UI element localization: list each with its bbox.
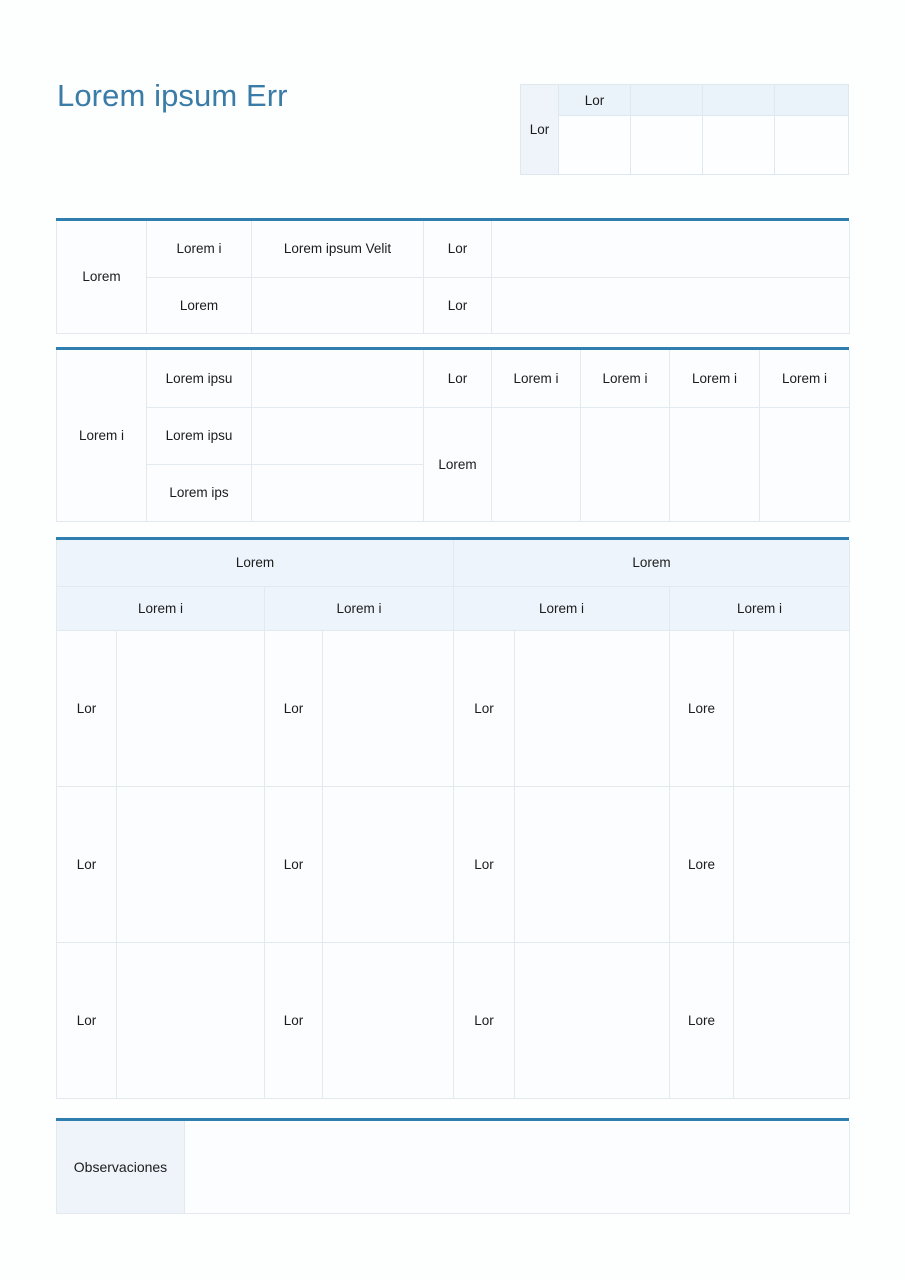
document-header <box>0 0 905 200</box>
block4-row1-label-4: Lore <box>670 630 734 786</box>
block4-row2-value-1[interactable] <box>117 786 265 942</box>
block4-row1-label-3: Lor <box>454 630 515 786</box>
observaciones-label: Observaciones <box>57 1121 185 1213</box>
block4-top-header-1: Lorem <box>57 540 454 586</box>
block2-row-1 <box>57 221 850 277</box>
section-block-4 <box>56 537 849 1099</box>
block3-column-cell-3[interactable] <box>670 407 760 521</box>
mini-table-body-cell-4[interactable] <box>775 116 849 175</box>
block4-top-header-row <box>57 540 850 586</box>
mini-table-header-cell-4 <box>775 85 849 116</box>
section-block-3 <box>56 347 849 522</box>
block4-sub-header-2: Lorem i <box>265 586 454 630</box>
block4-row3-label-4: Lore <box>670 942 734 1098</box>
block4-row1-value-4[interactable] <box>734 630 850 786</box>
mini-table-body-cell-2[interactable] <box>631 116 703 175</box>
block4-sub-header-4: Lorem i <box>670 586 850 630</box>
block4-row3-value-2[interactable] <box>323 942 454 1098</box>
block4-sub-header-row <box>57 586 850 630</box>
block2-row2-wide-value[interactable] <box>492 277 850 333</box>
header-mini-table <box>520 84 849 175</box>
mini-table-body-row <box>521 116 849 175</box>
block4-row3-value-4[interactable] <box>734 942 850 1098</box>
block4-row3-value-1[interactable] <box>117 942 265 1098</box>
mini-table-header-cell-1: Lor <box>559 85 631 116</box>
table-row <box>57 786 850 942</box>
block4-row3-label-1: Lor <box>57 942 117 1098</box>
block3-column-header-4: Lorem i <box>760 350 850 407</box>
mini-table-header-row <box>521 85 849 116</box>
block4-row1-value-1[interactable] <box>117 630 265 786</box>
block4-row2-label-4: Lore <box>670 786 734 942</box>
block4-top-header-2: Lorem <box>454 540 850 586</box>
mini-table-body-cell-1[interactable] <box>559 116 631 175</box>
table-row <box>57 942 850 1098</box>
block4-row1-value-3[interactable] <box>515 630 670 786</box>
block4-row2-value-4[interactable] <box>734 786 850 942</box>
block3-row-2 <box>57 407 850 464</box>
mini-table-side-label: Lor <box>521 85 559 175</box>
block3-row3-value[interactable] <box>252 464 424 521</box>
block3-group-label: Lorem i <box>57 350 147 521</box>
block2-group-label: Lorem <box>57 221 147 333</box>
block4-row1-value-2[interactable] <box>323 630 454 786</box>
block4-row2-label-1: Lor <box>57 786 117 942</box>
observaciones-table <box>56 1121 850 1214</box>
block2-row1-label: Lorem i <box>147 221 252 277</box>
block2-row2-value[interactable] <box>252 277 424 333</box>
block3-column-header-1: Lorem i <box>492 350 581 407</box>
block2-table <box>56 221 850 334</box>
block2-row2-label: Lorem <box>147 277 252 333</box>
block3-column-cell-2[interactable] <box>581 407 670 521</box>
block4-row2-label-2: Lor <box>265 786 323 942</box>
mini-table-header-cell-3 <box>703 85 775 116</box>
block3-row1-value[interactable] <box>252 350 424 407</box>
block3-row-1 <box>57 350 850 407</box>
block3-row1-label: Lorem ipsu <box>147 350 252 407</box>
block3-table <box>56 350 850 522</box>
block3-mid-span-label: Lorem <box>424 407 492 521</box>
block3-column-cell-4[interactable] <box>760 407 850 521</box>
observaciones-row <box>57 1121 850 1213</box>
block4-row3-value-3[interactable] <box>515 942 670 1098</box>
block4-row1-label-2: Lor <box>265 630 323 786</box>
block4-row3-label-3: Lor <box>454 942 515 1098</box>
block3-mid-header: Lor <box>424 350 492 407</box>
block2-row1-wide-value[interactable] <box>492 221 850 277</box>
mini-table-body-cell-3[interactable] <box>703 116 775 175</box>
observaciones-value[interactable] <box>185 1121 850 1213</box>
section-block-2 <box>56 218 849 334</box>
block4-sub-header-3: Lorem i <box>454 586 670 630</box>
table-row <box>57 630 850 786</box>
mini-table-header-cell-2 <box>631 85 703 116</box>
block3-column-header-2: Lorem i <box>581 350 670 407</box>
section-observaciones <box>56 1118 849 1214</box>
block4-row2-value-2[interactable] <box>323 786 454 942</box>
block3-row3-label: Lorem ips <box>147 464 252 521</box>
block3-row2-value[interactable] <box>252 407 424 464</box>
block4-row2-label-3: Lor <box>454 786 515 942</box>
block4-sub-header-1: Lorem i <box>57 586 265 630</box>
block4-row2-value-3[interactable] <box>515 786 670 942</box>
block2-row-2 <box>57 277 850 333</box>
block3-row2-label: Lorem ipsu <box>147 407 252 464</box>
block2-row2-sub-label: Lor <box>424 277 492 333</box>
block3-column-cell-1[interactable] <box>492 407 581 521</box>
block4-row1-label-1: Lor <box>57 630 117 786</box>
block4-table <box>56 540 850 1099</box>
block4-row3-label-2: Lor <box>265 942 323 1098</box>
page-title: Lorem ipsum Err <box>57 78 288 113</box>
block2-row1-value[interactable]: Lorem ipsum Velit <box>252 221 424 277</box>
block2-row1-sub-label: Lor <box>424 221 492 277</box>
block3-column-header-3: Lorem i <box>670 350 760 407</box>
